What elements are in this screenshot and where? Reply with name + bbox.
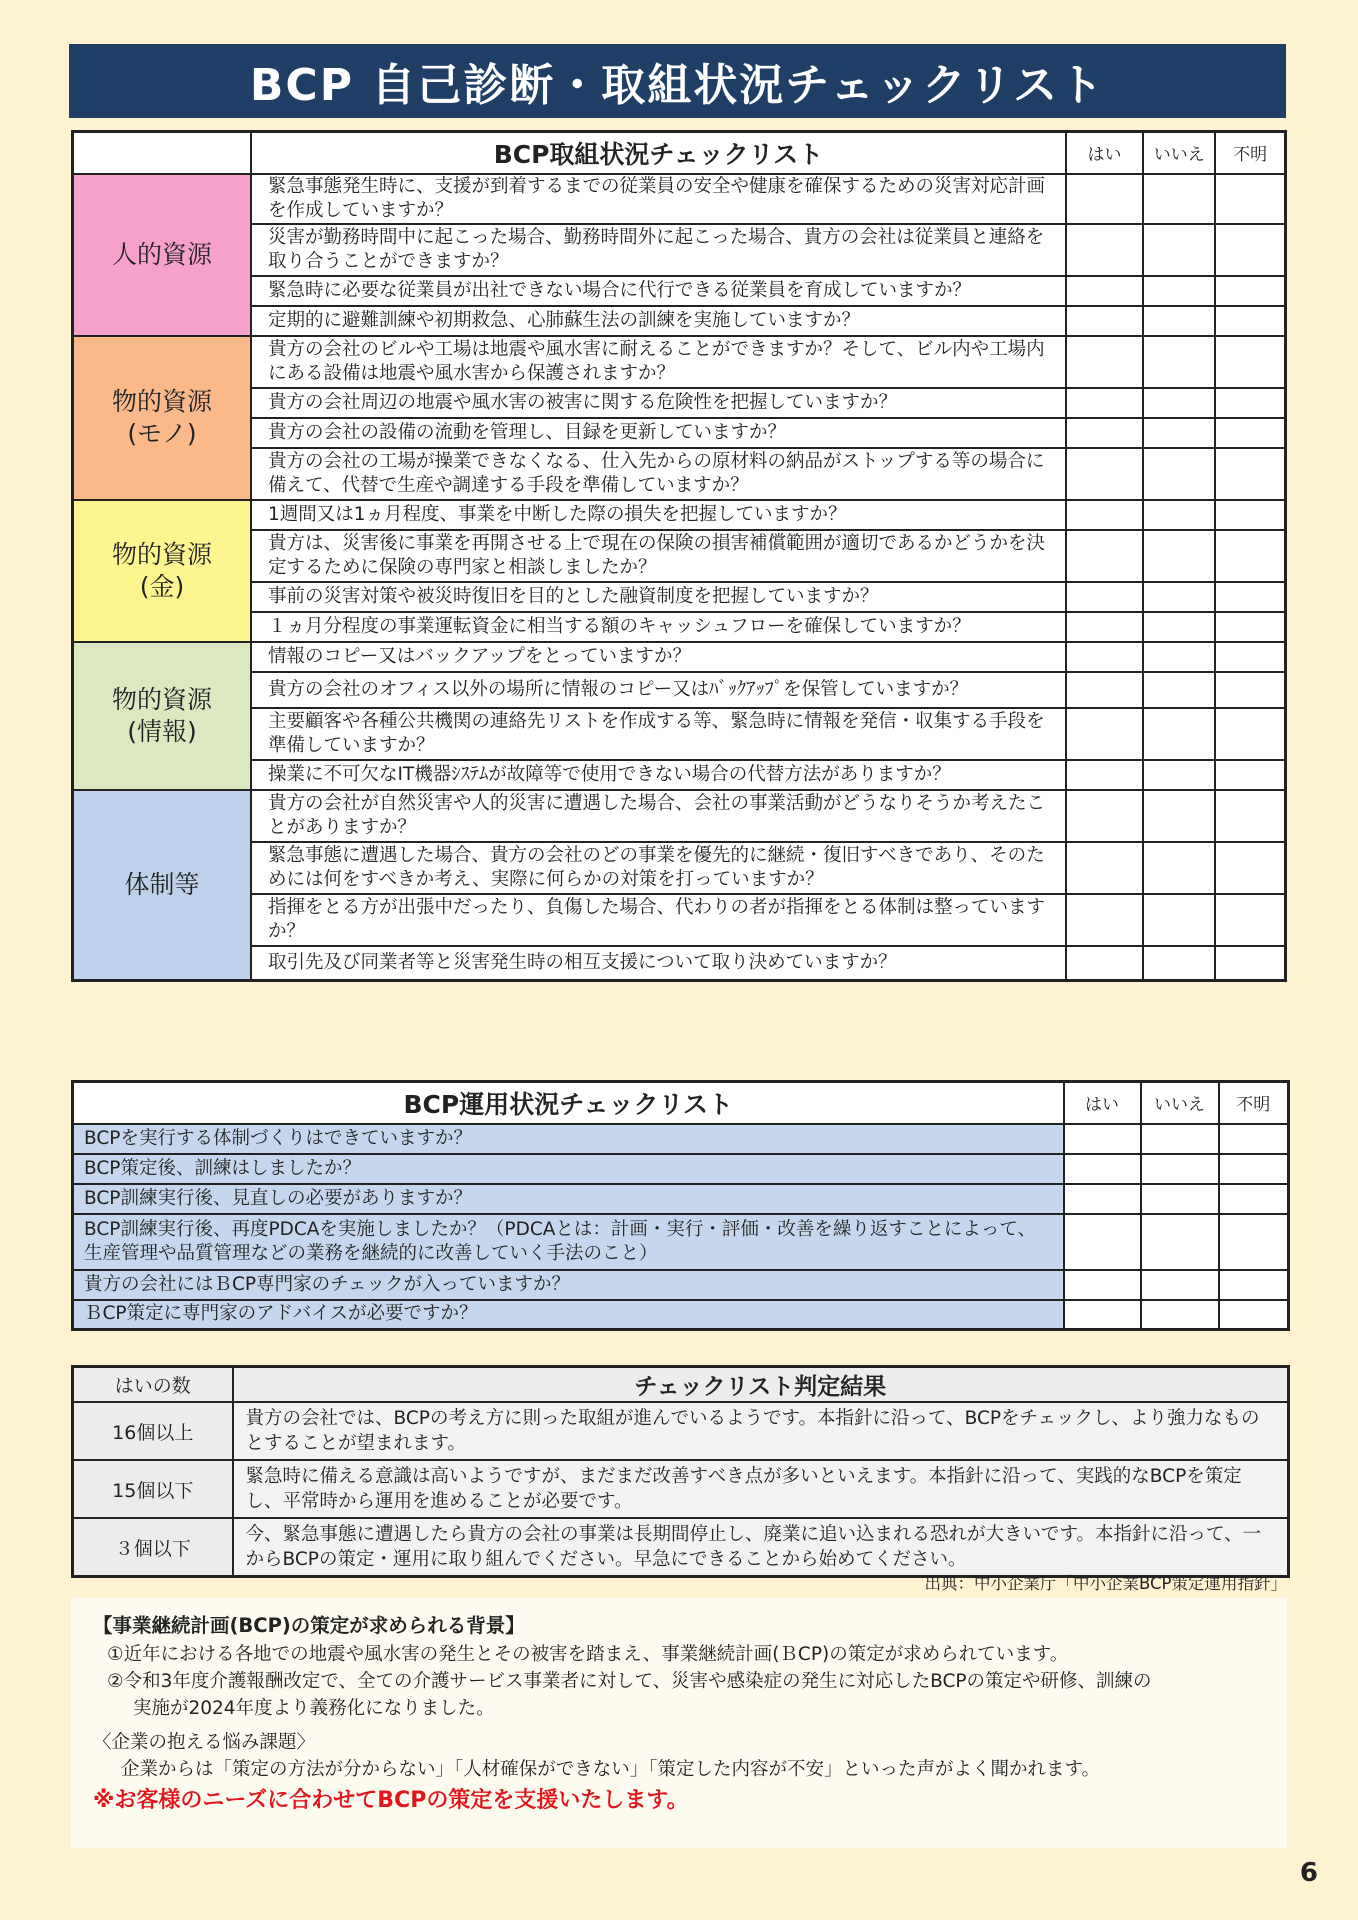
answer-no-cell[interactable] [1143,224,1215,276]
answer-unknown-cell[interactable] [1215,174,1285,224]
operation-row [73,1124,1289,1154]
answer-unknown-cell[interactable] [1219,1154,1289,1184]
answer-yes-cell[interactable] [1066,642,1143,672]
bcp-operation-table [71,1080,1290,1331]
question-text: 事前の災害対策や被災時復旧を目的とした融資制度を把握していますか？ [251,582,1066,612]
category-sublabel: (金) [139,571,185,601]
answer-unknown-cell[interactable] [1215,790,1285,842]
answer-no-cell[interactable] [1143,448,1215,500]
question-text: 取引先及び同業者等と災害発生時の相互支援について取り決めていますか？ [251,946,1066,981]
question-text: 定期的に避難訓練や初期救急、心肺蘇生法の訓練を実施していますか？ [251,306,1066,336]
operation-question: BCP策定後、訓練はしましたか？ [73,1154,1064,1184]
checklist-row [73,582,1286,612]
result-text: 貴方の会社では、BCPの考え方に則った取組が進んでいるようです。本指針に沿って、BCPをチェックし、より強力なものとすることが望まれます。 [233,1402,1289,1460]
checklist-header: BCP取組状況チェックリスト [251,132,1066,174]
question-text: 情報のコピー又はバックアップをとっていますか？ [251,642,1066,672]
unknown-header: 不明 [1219,1082,1289,1124]
answer-unknown-cell[interactable] [1215,760,1285,790]
category-cell [73,174,251,336]
answer-unknown-cell[interactable] [1215,642,1285,672]
answer-yes-cell[interactable] [1066,448,1143,500]
answer-no-cell[interactable] [1143,894,1215,946]
result-row [73,1460,1289,1518]
answer-unknown-cell[interactable] [1215,842,1285,894]
answer-unknown-cell[interactable] [1219,1270,1289,1300]
operation-row [73,1270,1289,1300]
answer-yes-cell[interactable] [1064,1184,1141,1214]
question-text: 貴方は、災害後に事業を再開させる上で現在の保険の損害補償範囲が適切であるかどうかを決定するために保険の専門家と相談しましたか？ [251,530,1066,582]
issues-text: 企業からは「策定の方法が分からない」「人材確保ができない」「策定した内容が不安」といった声がよく聞かれます。 [121,1759,1101,1780]
answer-no-cell[interactable] [1143,306,1215,336]
answer-unknown-cell[interactable] [1215,224,1285,276]
category-label: 物的資源 [111,386,212,416]
answer-no-cell[interactable] [1143,174,1215,224]
answer-unknown-cell[interactable] [1219,1124,1289,1154]
answer-no-cell[interactable] [1143,276,1215,306]
answer-no-cell[interactable] [1143,582,1215,612]
checklist-row [73,760,1286,790]
result-row [73,1402,1289,1460]
checklist-row [73,642,1286,672]
answer-unknown-cell[interactable] [1219,1184,1289,1214]
checklist-row [73,388,1286,418]
answer-no-cell[interactable] [1143,842,1215,894]
operation-row [73,1214,1289,1270]
operation-question: 貴方の会社にはＢCP専門家のチェックが入っていますか？ [73,1270,1064,1300]
category-cell [73,500,251,642]
yes-header: はい [1064,1082,1141,1124]
operation-row [73,1300,1289,1330]
answer-no-cell[interactable] [1143,946,1215,981]
answer-yes-cell[interactable] [1064,1154,1141,1184]
answer-unknown-cell[interactable] [1215,448,1285,500]
question-text: 1週間又は1ヵ月程度、事業を中断した際の損失を把握していますか？ [251,500,1066,530]
checklist-row [73,418,1286,448]
checklist-row [73,842,1286,894]
checklist-row [73,790,1286,842]
checklist-row [73,306,1286,336]
answer-yes-cell[interactable] [1064,1270,1141,1300]
answer-unknown-cell[interactable] [1215,500,1285,530]
background-item-1: ①近年における各地での地震や風水害の発生とその被害を踏まえ、事業継続計画(ＢCP)の策定が求められています。 [107,1644,1069,1665]
background-heading: 【事業継続計画(BCP)の策定が求められる背景】 [93,1614,525,1637]
category-cell [73,642,251,790]
answer-yes-cell[interactable] [1064,1124,1141,1154]
checklist-row [73,500,1286,530]
answer-yes-cell[interactable] [1066,582,1143,612]
checklist-row [73,708,1286,760]
question-text: 貴方の会社の工場が操業できなくなる、仕入先からの原材料の納品がストップする等の場合に備えて、代替で生産や調達する手段を準備していますか？ [251,448,1066,500]
yes-count: 16個以上 [73,1402,233,1460]
answer-unknown-cell[interactable] [1215,946,1285,981]
answer-yes-cell[interactable] [1066,336,1143,388]
answer-no-cell[interactable] [1141,1154,1219,1184]
category-label: 体制等 [124,869,200,899]
result-row [73,1518,1289,1577]
background-item-2-cont: 実施が2024年度より義務化になりました。 [133,1698,495,1719]
checklist-row [73,276,1286,306]
answer-yes-cell[interactable] [1066,708,1143,760]
question-text: 災害が勤務時間中に起こった場合、勤務時間外に起こった場合、貴方の会社は従業員と連絡を取り合うことができますか？ [251,224,1066,276]
answer-unknown-cell[interactable] [1215,336,1285,388]
answer-yes-cell[interactable] [1066,418,1143,448]
question-text: 緊急時に必要な従業員が出社できない場合に代行できる従業員を育成していますか？ [251,276,1066,306]
answer-unknown-cell[interactable] [1215,306,1285,336]
question-text: 貴方の会社のビルや工場は地震や風水害に耐えることができますか？そして、ビル内や工場内にある設備は地震や風水害から保護されますか？ [251,336,1066,388]
answer-yes-cell[interactable] [1066,672,1143,708]
checklist-row [73,946,1286,981]
answer-yes-cell[interactable] [1066,388,1143,418]
answer-no-cell[interactable] [1143,336,1215,388]
answer-yes-cell[interactable] [1066,790,1143,842]
category-label: 人的資源 [111,239,212,269]
blank-header-cell [73,132,251,174]
checklist-row [73,174,1286,224]
operation-header: BCP運用状況チェックリスト [73,1082,1064,1124]
category-cell [73,336,251,500]
page-title: BCP 自己診断・取組状況チェックリスト [69,44,1286,118]
answer-yes-cell[interactable] [1064,1214,1141,1270]
answer-no-cell[interactable] [1143,760,1215,790]
question-text: 指揮をとる方が出張中だったり、負傷した場合、代わりの者が指揮をとる体制は整っていますか？ [251,894,1066,946]
answer-no-cell[interactable] [1143,612,1215,642]
answer-no-cell[interactable] [1141,1300,1219,1330]
yes-count: 15個以下 [73,1460,233,1518]
answer-unknown-cell[interactable] [1215,672,1285,708]
answer-unknown-cell[interactable] [1215,612,1285,642]
answer-no-cell[interactable] [1141,1124,1219,1154]
result-table [71,1365,1290,1578]
no-header: いいえ [1143,132,1215,174]
operation-row [73,1154,1289,1184]
question-text: 貴方の会社周辺の地震や風水害の被害に関する危険性を把握していますか？ [251,388,1066,418]
question-text: １ヵ月分程度の事業運転資金に相当する額のキャッシュフローを確保していますか？ [251,612,1066,642]
checklist-row [73,448,1286,500]
answer-yes-cell[interactable] [1066,276,1143,306]
answer-no-cell[interactable] [1143,708,1215,760]
answer-unknown-cell[interactable] [1215,418,1285,448]
yes-header: はい [1066,132,1143,174]
answer-yes-cell[interactable] [1066,894,1143,946]
checklist-row [73,224,1286,276]
result-header: チェックリスト判定結果 [233,1367,1289,1403]
yes-count-header: はいの数 [73,1367,233,1403]
answer-no-cell[interactable] [1143,500,1215,530]
answer-yes-cell[interactable] [1066,760,1143,790]
operation-question: ＢCP策定に専門家のアドバイスが必要ですか？ [73,1300,1064,1330]
checklist-row [73,894,1286,946]
category-label: 物的資源 [111,684,212,714]
answer-unknown-cell[interactable] [1215,388,1285,418]
category-cell [73,790,251,981]
question-text: 緊急事態発生時に、支援が到着するまでの従業員の安全や健康を確保するための災害対応計画を作成していますか？ [251,174,1066,224]
background-section [71,1598,1287,1848]
operation-question: BCP訓練実行後、見直しの必要がありますか？ [73,1184,1064,1214]
result-text: 今、緊急事態に遭遇したら貴方の会社の事業は長期間停止し、廃業に追い込まれる恐れが大きいです。本指針に沿って、一からBCPの策定・運用に取り組んでください。早急にできることから始めてください。 [233,1518,1289,1577]
answer-no-cell[interactable] [1143,418,1215,448]
answer-yes-cell[interactable] [1066,530,1143,582]
checklist-row [73,672,1286,708]
checklist-row [73,336,1286,388]
page-number: 6 [1299,1858,1318,1888]
question-text: 操業に不可欠なIT機器ｼｽﾃﾑが故障等で使用できない場合の代替方法がありますか？ [251,760,1066,790]
answer-unknown-cell[interactable] [1215,708,1285,760]
answer-no-cell[interactable] [1141,1270,1219,1300]
question-text: 貴方の会社のオフィス以外の場所に情報のコピー又はﾊﾞｯｸｱｯﾌﾟを保管していますか？ [251,672,1066,708]
answer-unknown-cell[interactable] [1219,1214,1289,1270]
answer-yes-cell[interactable] [1066,500,1143,530]
answer-yes-cell[interactable] [1064,1300,1141,1330]
category-sublabel: (モノ) [127,418,197,448]
operation-question: BCP訓練実行後、再度PDCAを実施しましたか？（PDCAとは：計画・実行・評価・改善を繰り返すことによって、生産管理や品質管理などの業務を継続的に改善していく手法のこと） [73,1214,1064,1270]
question-text: 貴方の会社の設備の流動を管理し、目録を更新していますか？ [251,418,1066,448]
answer-no-cell[interactable] [1141,1184,1219,1214]
answer-unknown-cell[interactable] [1215,582,1285,612]
question-text: 貴方の会社が自然災害や人的災害に遭遇した場合、会社の事業活動がどうなりそうか考えたことがありますか？ [251,790,1066,842]
answer-yes-cell[interactable] [1066,612,1143,642]
answer-no-cell[interactable] [1143,672,1215,708]
answer-no-cell[interactable] [1143,790,1215,842]
answer-no-cell[interactable] [1143,642,1215,672]
answer-unknown-cell[interactable] [1215,530,1285,582]
answer-unknown-cell[interactable] [1219,1300,1289,1330]
operation-row [73,1184,1289,1214]
answer-yes-cell[interactable] [1066,842,1143,894]
answer-yes-cell[interactable] [1066,946,1143,981]
category-label: 物的資源 [111,539,212,569]
checklist-row [73,612,1286,642]
yes-count: ３個以下 [73,1518,233,1577]
answer-unknown-cell[interactable] [1215,894,1285,946]
answer-yes-cell[interactable] [1066,224,1143,276]
source-citation: 出典：中小企業庁「中小企業BCP策定運用指針」 [924,1574,1287,1593]
no-header: いいえ [1141,1082,1219,1124]
unknown-header: 不明 [1215,132,1285,174]
answer-no-cell[interactable] [1143,388,1215,418]
bcp-checklist-table [71,130,1287,982]
answer-unknown-cell[interactable] [1215,276,1285,306]
operation-question: BCPを実行する体制づくりはできていますか？ [73,1124,1064,1154]
support-message: ※お客様のニーズに合わせてBCPの策定を支援いたします。 [93,1788,689,1813]
result-text: 緊急時に備える意識は高いようですが、まだまだ改善すべき点が多いといえます。本指針に沿って、実践的なBCPを策定し、平常時から運用を進めることが必要です。 [233,1460,1289,1518]
issues-label: 〈企業の抱える悩み課題〉 [93,1732,316,1753]
answer-yes-cell[interactable] [1066,306,1143,336]
question-text: 緊急事態に遭遇した場合、貴方の会社のどの事業を優先的に継続・復旧すべきであり、そのためには何をすべきか考え、実際に何らかの対策を打っていますか？ [251,842,1066,894]
answer-yes-cell[interactable] [1066,174,1143,224]
category-sublabel: (情報) [127,716,197,746]
background-item-2: ②令和3年度介護報酬改定で、全ての介護サービス事業者に対して、災害や感染症の発生に対応したBCPの策定や研修、訓練の [107,1671,1152,1692]
answer-no-cell[interactable] [1143,530,1215,582]
checklist-row [73,530,1286,582]
answer-no-cell[interactable] [1141,1214,1219,1270]
question-text: 主要顧客や各種公共機関の連絡先リストを作成する等、緊急時に情報を発信・収集する手段を準備していますか？ [251,708,1066,760]
